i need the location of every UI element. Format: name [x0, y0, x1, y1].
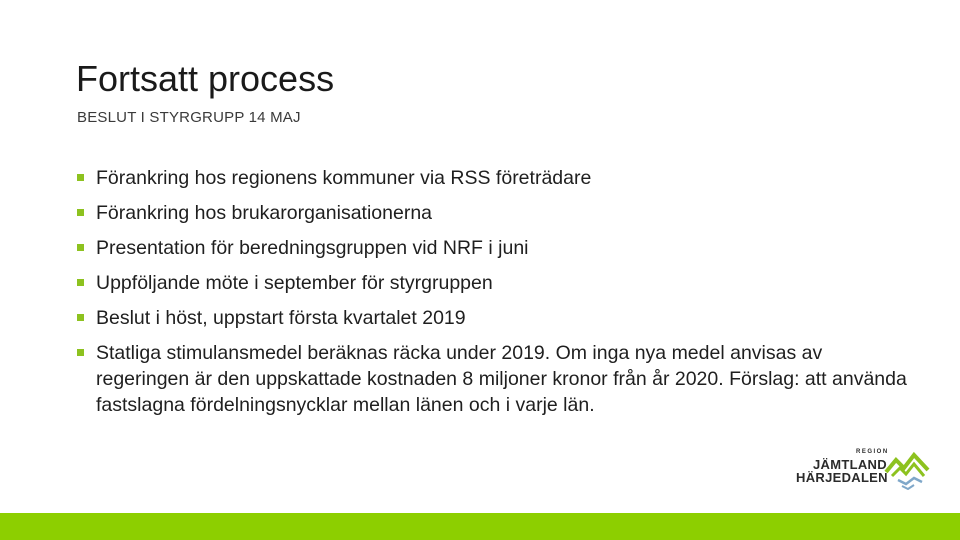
region-logo [796, 449, 932, 491]
bullet-item [77, 200, 917, 226]
bullet-text: Statliga stimulansmedel beräknas räcka under 2019. Om inga nya medel anvisas av regeringen är den uppskattade kostnaden 8 miljoner kronor från år 2020. Förslag: att använda fastslagna fördelningsnycklar mellan länen och i varje län. [96, 342, 907, 416]
bullet-text: Beslut i höst, uppstart första kvartalet 2019 [96, 307, 466, 329]
square-bullet-icon [77, 209, 84, 216]
bullet-item [77, 305, 917, 331]
logo-line-1: JÄMTLAND [813, 457, 887, 472]
bullet-list [77, 165, 917, 427]
logo-region-text: REGION [856, 449, 889, 455]
slide-subtitle: BESLUT I STYRGRUPP 14 MAJ [77, 109, 301, 126]
square-bullet-icon [77, 244, 84, 251]
logo-line-2: HÄRJEDALEN [796, 470, 888, 485]
bullet-item [77, 165, 917, 191]
bullet-item [77, 235, 917, 261]
bullet-text: Förankring hos brukarorganisationerna [96, 202, 433, 224]
slide-title: Fortsatt process [76, 58, 335, 99]
bullet-text: Förankring hos regionens kommuner via RSS företrädare [96, 167, 592, 189]
square-bullet-icon [77, 314, 84, 321]
mountain-logo-icon [884, 450, 930, 490]
footer-accent-bar [0, 513, 960, 540]
square-bullet-icon [77, 279, 84, 286]
square-bullet-icon [77, 174, 84, 181]
bullet-text: Presentation för beredningsgruppen vid NRF i juni [96, 237, 529, 259]
bullet-item [77, 270, 917, 296]
bullet-item [77, 340, 917, 418]
bullet-text: Uppföljande möte i september för styrgruppen [96, 272, 493, 294]
square-bullet-icon [77, 349, 84, 356]
